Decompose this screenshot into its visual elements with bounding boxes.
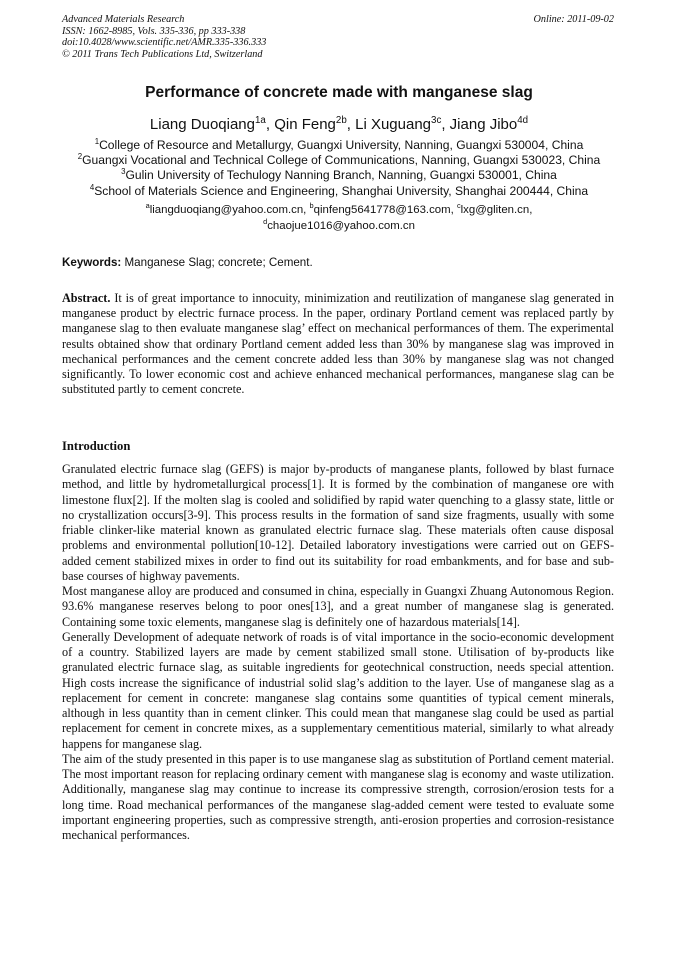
section-heading-introduction: Introduction xyxy=(62,439,131,453)
author-marker: 3c xyxy=(431,115,442,126)
doi-line: doi:10.4028/www.scientific.net/AMR.335-336.333 xyxy=(62,37,267,49)
affiliation-text: Guangxi Vocational and Technical College of Communications, Nanning, Guangxi 530023, China xyxy=(82,153,601,168)
paper-title: Performance of concrete made with manganese slag xyxy=(145,84,533,101)
author-marker: 4d xyxy=(517,115,529,126)
email-link[interactable]: qinfeng5641778@163.com xyxy=(313,204,451,216)
keywords-label: Keywords: xyxy=(62,256,122,269)
author-name: Jiang Jibo xyxy=(449,116,518,133)
journal-header xyxy=(62,14,266,60)
email-link[interactable]: chaojue1016@yahoo.com.cn xyxy=(267,219,415,232)
affiliation-marker: 2 xyxy=(77,152,83,162)
affiliation-marker: 3 xyxy=(121,167,126,177)
affiliation-list xyxy=(0,138,678,199)
email-list: $^a$liangduoqiang@yahoo.com.cn, $^b$qinfeng5641778@163.com, $^c$lxg@gliten.cn, $^d$chaojue1016@yahoo.com.cn xyxy=(145,201,533,232)
body-paragraph: Most manganese alloy are produced and consumed in china, especially in Guangxi Zhuang Autonomous Region. 93.6% manganese reserves belong to poor ones[13], and a great number of manganese slag is generated. Containing some toxic elements, manganese slag is definitely one of hazardous materials[14]. xyxy=(62,584,614,629)
affiliation xyxy=(0,138,678,153)
keywords-text: Manganese Slag; concrete; Cement. xyxy=(124,256,313,269)
body-paragraph: The aim of the study presented in this paper is to use manganese slag as substitution of Portland cement material. The most important reason for replacing ordinary cement with manganese slag is economy and waste utilization. Additionally, manganese slag may continue to increase its compressive strength, corrosion/erosion tests for a long time. Road mechanical performances of the manganese slag-added cement were tested to evaluate some important engineering properties, such as compressive strength, anti-erosion properties and corrosion-resistance mechanical performances. xyxy=(62,751,614,842)
email-marker: b xyxy=(309,201,314,211)
body-paragraph: Generally Development of adequate network of roads is of vital importance in the socio-economic development of a country. Stabilized layers are made by cement stabilized small stone. Utilisation of by-products like granulated electric furnace slag, as suitable ingredients for geotechnical construction, needs special attention. High costs increase the significance of industrial solid slag’s addition to the layer. Use of manganese slag as a replacement for cement in concrete: manganese slag contains some quantities of typical cement minerals, although in less quantity than in cement clinker. This could mean that manganese slag could be used as partial replacement for cement in concrete mixes, as a supplementary cementitious material, similarly to what already happens for manganese slag. xyxy=(62,629,614,751)
author-marker: 1a xyxy=(255,115,266,126)
affiliation xyxy=(0,184,678,199)
abstract-label: Abstract. xyxy=(62,291,111,305)
author-name: Li Xuguang xyxy=(355,116,432,133)
copyright-line: © 2011 Trans Tech Publications Ltd, Switzerland xyxy=(62,48,263,60)
email-link[interactable]: lxg@gliten.cn xyxy=(460,204,530,216)
affiliation-marker: 1 xyxy=(94,136,100,146)
abstract-text: It is of great importance to innocuity, minimization and reutilization of manganese slag generated in manganese product by electric furnace process. In the paper, ordinary Portland cement was replaced partly by manganese slag to then evaluate manganese slag’ effect on mechanical performances of them. The experimental results obtained show that ordinary Portland cement added less than 30% by manganese slag was improved in mechanical performances and the cement concrete added less than 30% by manganese slag was not changed significantly. To lower economic cost and achieve enhanced mechanical performances, manganese slag can be substituted partly to cement concrete. xyxy=(62,291,615,397)
email-link[interactable]: liangduoqiang@yahoo.com.cn xyxy=(149,204,304,216)
author-name: Liang Duoqiang xyxy=(149,116,255,133)
online-date: Online: 2011-09-02 xyxy=(533,14,614,25)
issn-line: ISSN: 1662-8985, Vols. 335-336, pp 333-338 xyxy=(62,25,246,37)
author-marker: 2b xyxy=(335,115,347,126)
body-paragraph: Granulated electric furnace slag (GEFS) is major by-products of manganese plants, followed by blast furnace method, and little by hydrometallurgical process[1]. It is formed by the combination of manganese ore with limestone flux[2]. If the molten slag is cooled and solidified by rapid water quenching to a glassy state, little or no crystallization occurs[3-9]. This process results in the formation of sand size fragments, usually with some friable clinker-like material known as granulated electric furnace slag. These materials often cause disposal problems and environmental pollution[10-12]. Detailed laboratory investigations were carried out on GEFS-added cement stabilized mixes in order to find out its suitability for road embankments, and for base and sub-base courses of highway pavements. xyxy=(62,462,614,583)
affiliation-marker: 4 xyxy=(89,182,95,192)
keywords-line xyxy=(62,256,313,270)
abstract xyxy=(62,291,614,397)
affiliation-text: School of Materials Science and Engineering, Shanghai University, Shanghai 200444, China xyxy=(94,183,589,198)
author-list: Liang Duoqiang$^{1a}$, Qin Feng$^{2b}$, Li Xuguang$^{3c}$, Jiang Jibo$^{4d}$ xyxy=(149,115,529,133)
affiliation-text: College of Resource and Metallurgy, Guangxi University, Nanning, Guangxi 530004, China xyxy=(99,138,584,152)
email-marker: c xyxy=(456,201,461,211)
journal-name: Advanced Materials Research xyxy=(62,14,185,25)
author-name: Qin Feng xyxy=(274,116,336,133)
affiliation xyxy=(0,168,678,183)
affiliation xyxy=(0,153,678,168)
affiliation-text: Gulin University of Techulogy Nanning Branch, Nanning, Guangxi 530001, China xyxy=(125,168,557,183)
introduction-body xyxy=(62,462,614,843)
email-marker: d xyxy=(263,216,268,226)
email-marker: a xyxy=(145,201,150,211)
